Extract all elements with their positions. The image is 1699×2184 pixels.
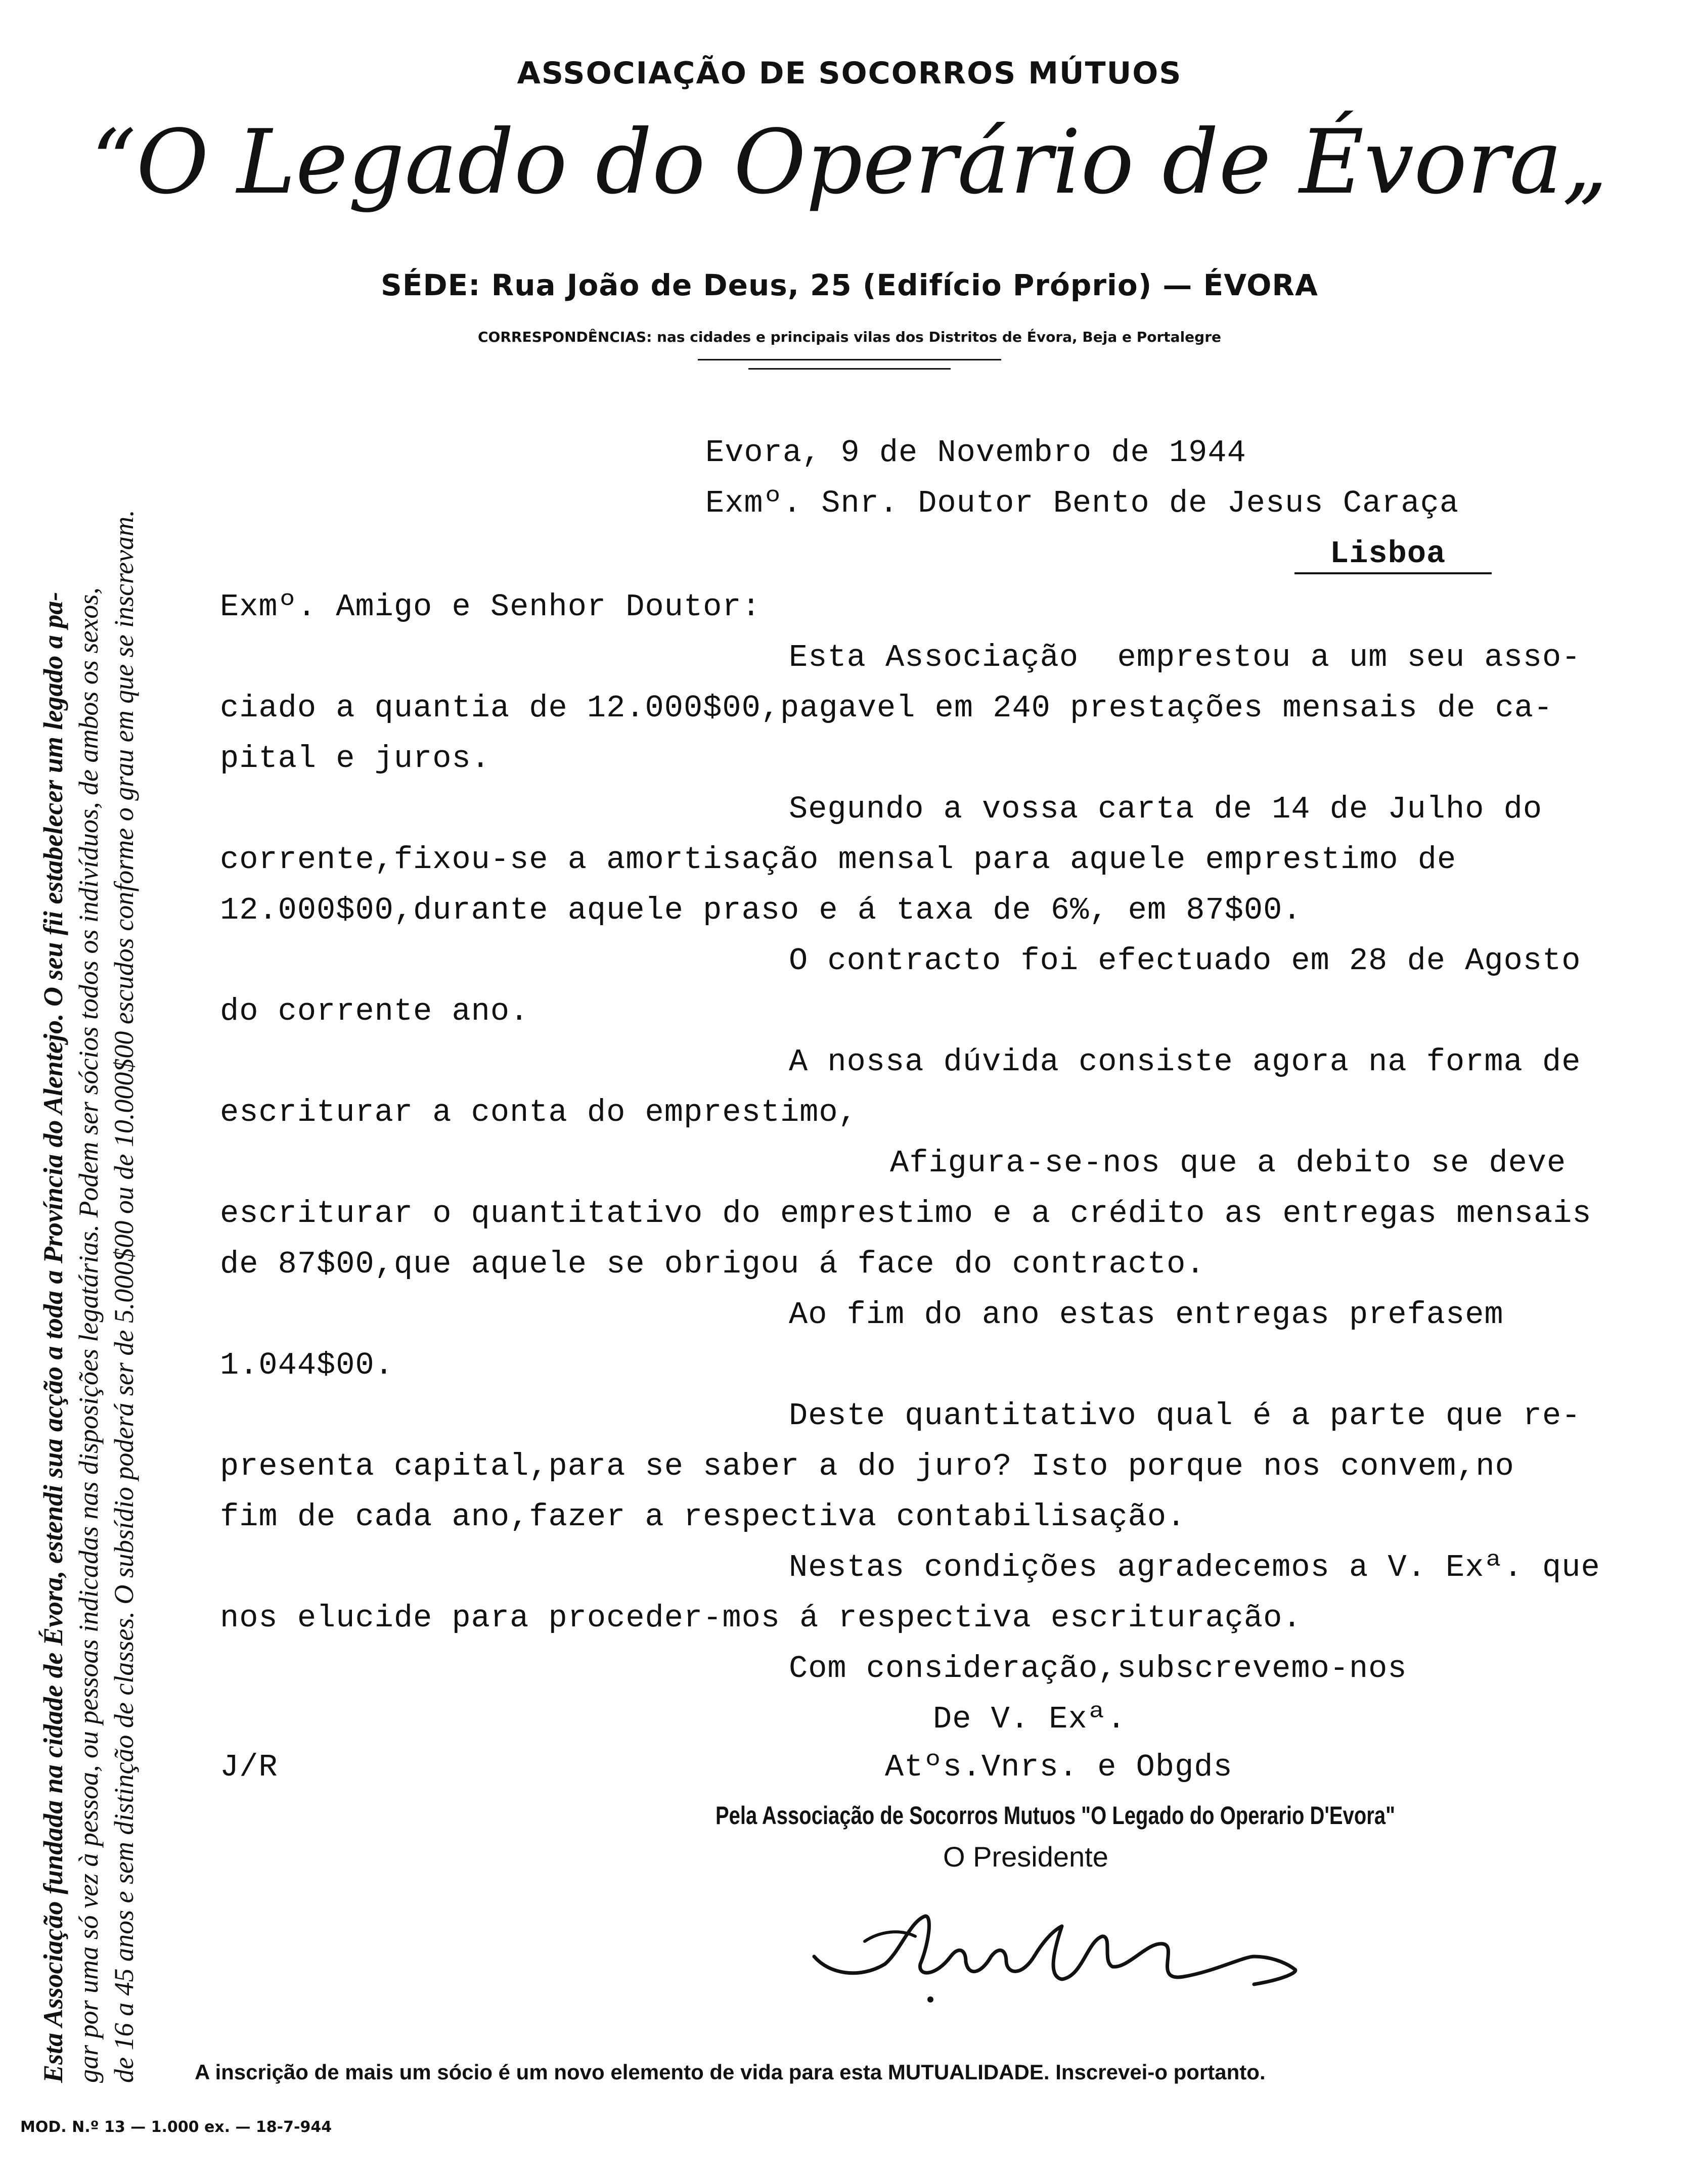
body-line: Esta Associação emprestou a um seu asso- [789, 640, 1581, 675]
letter-date: Evora, 9 de Novembro de 1944 [705, 435, 1246, 471]
body-line: escriturar a conta do emprestimo, [220, 1095, 858, 1130]
divider-rule [748, 368, 951, 370]
closing-line: Com consideração,subscrevemo-nos [789, 1651, 1407, 1687]
body-line: Ao fim do ano estas entregas prefasem [789, 1297, 1504, 1333]
closing-line: De V. Exª. [933, 1701, 1127, 1737]
association-stamp: Pela Associação de Socorros Mutuos "O Legado do Operario D'Evora" [716, 1801, 1396, 1830]
body-line: A nossa dúvida consiste agora na forma de [789, 1044, 1581, 1080]
sidebar-line: gar por uma só vez à pessoa, ou pessoas indicadas nas disposições legatárias. Podem ser sócios todos os indivíduos, de ambos os sexos, [73, 587, 104, 2083]
initials: J/R [220, 1749, 278, 1785]
president-signature [799, 1881, 1330, 2022]
body-line: O contracto foi efectuado em 28 de Agosto [789, 943, 1581, 979]
correspondencias-line: CORRESPONDÊNCIAS: nas cidades e principais vilas dos Distritos de Évora, Beja e Portalegre [477, 329, 1221, 345]
sede-address: SÉDE: Rua João de Deus, 25 (Edifício Próprio) — ÉVORA [381, 268, 1318, 302]
sidebar-statement [35, 389, 147, 2083]
sidebar-line: Esta Associação fundada na cidade de Évora, estendi sua acção a toda a Província do Alentejo. O seu fii estabelecer um legado a pa- [38, 592, 68, 2083]
body-line: Segundo a vossa carta de 14 de Julho do [789, 791, 1543, 827]
city-underline [1294, 572, 1492, 574]
body-line: presenta capital,para se saber a do juro? Isto porque nos convem,no [220, 1448, 1514, 1484]
body-line: Deste quantitativo qual é a parte que re- [789, 1398, 1581, 1434]
association-title: ASSOCIAÇÃO DE SOCORROS MÚTUOS [517, 56, 1182, 91]
letter-salutation: Exmº. Amigo e Senhor Doutor: [220, 589, 761, 625]
body-line: 12.000$00,durante aquele praso e á taxa de 6%, em 87$00. [220, 892, 1302, 928]
closing-line: Atºs.Vnrs. e Obgds [885, 1749, 1233, 1785]
form-model-number: MOD. N.º 13 — 1.000 ex. — 18-7-944 [20, 2118, 332, 2136]
body-line: Nestas condições agradecemos a V. Exª. que [789, 1550, 1600, 1585]
body-line: nos elucide para proceder-mos á respectiva escrituração. [220, 1600, 1302, 1636]
role-title: O Presidente [943, 1841, 1108, 1873]
footer-motto: A inscrição de mais um sócio é um novo elemento de vida para esta MUTUALIDADE. Inscrevei-o portanto. [195, 2060, 1266, 2084]
body-line: do corrente ano. [220, 993, 529, 1029]
body-line: de 87$00,que aquele se obrigou á face do contracto. [220, 1246, 1205, 1282]
letter-recipient: Exmº. Snr. Doutor Bento de Jesus Caraça [705, 485, 1459, 521]
association-name: “O Legado do Operário de Évora„ [91, 111, 1608, 214]
sidebar-line: de 16 a 45 anos e sem distinção de classes. O subsídio poderá ser de 5.000$00 ou de 10.000$00 escudos conforme o grau em que se inscrevam. [109, 510, 139, 2083]
body-line: corrente,fixou-se a amortisação mensal para aquele emprestimo de [220, 842, 1457, 878]
letter-city: Lisboa [1330, 536, 1446, 572]
divider-rule [698, 359, 1001, 360]
body-line: ciado a quantia de 12.000$00,pagavel em 240 prestações mensais de ca- [220, 690, 1553, 726]
body-line: pital e juros. [220, 741, 490, 777]
body-line: 1.044$00. [220, 1347, 394, 1383]
body-line: fim de cada ano,fazer a respectiva contabilisação. [220, 1499, 1186, 1535]
body-line: escriturar o quantitativo do emprestimo e a crédito as entregas mensais [220, 1196, 1592, 1232]
body-line: Afigura-se-nos que a debito se deve [890, 1145, 1567, 1181]
